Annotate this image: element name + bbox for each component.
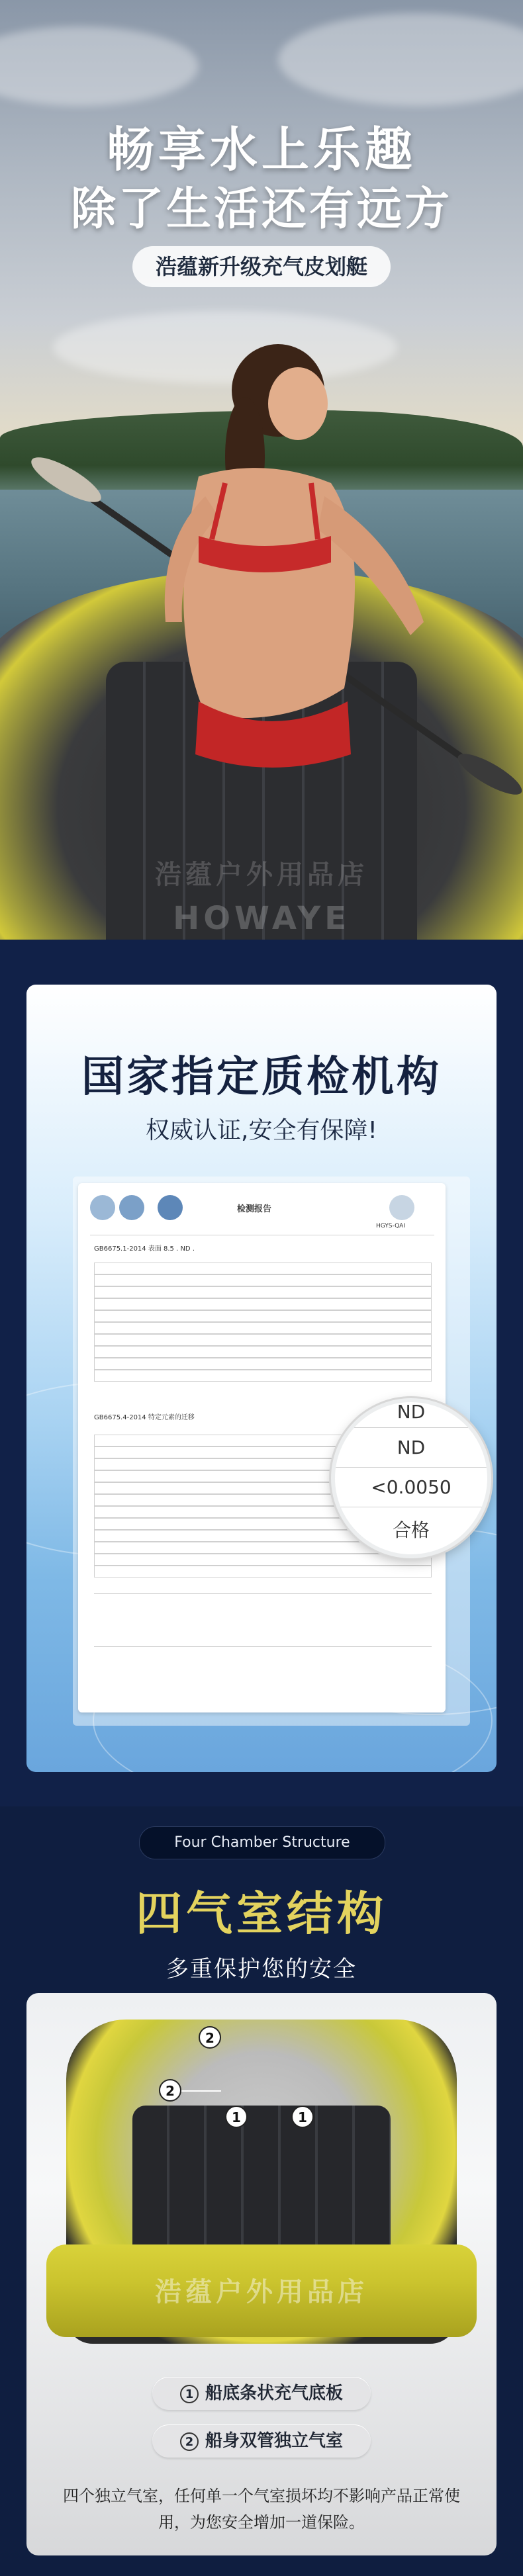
feature-chambers — [152, 2424, 371, 2458]
table-row — [94, 1566, 432, 1577]
cnas-logo-icon — [119, 1195, 144, 1220]
hero-title-line2: 除了生活还有远方 — [70, 183, 452, 236]
structure-title: 四气室结构 — [136, 1887, 387, 1941]
divider — [94, 1646, 432, 1647]
magnified-result: 合格 — [392, 1519, 430, 1541]
structure-tag: Four Chamber Structure — [139, 1826, 385, 1859]
magnified-value: ND — [397, 1437, 426, 1458]
certification-section — [0, 940, 523, 1806]
certification-subtitle: 权威认证,安全有保障! — [146, 1117, 377, 1144]
product-card — [26, 1993, 497, 2555]
table-row — [94, 1263, 432, 1274]
table-row — [94, 1310, 432, 1322]
certification-title: 国家指定质检机构 — [81, 1053, 442, 1102]
cloud — [0, 26, 199, 106]
table-row — [94, 1298, 432, 1310]
divider — [335, 1467, 487, 1468]
magnified-value: <0.0050 — [371, 1476, 452, 1498]
boat-brand-mark: HOWAYE — [173, 900, 350, 937]
table-row — [94, 1334, 432, 1346]
feature-number: 2 — [180, 2432, 199, 2451]
structure-description: 四个独立气室，任何单一个气室损坏均不影响产品正常使用，为您安全增加一道保险。 — [63, 2487, 460, 2532]
org-logo-icon — [389, 1195, 414, 1220]
table-row — [94, 1358, 432, 1370]
feature-label: 船底条状充气底板 — [205, 2383, 343, 2403]
divider — [94, 1593, 432, 1594]
cert-logo-icon — [90, 1195, 115, 1220]
cloud — [278, 13, 523, 106]
report-heading: 检测报告 — [237, 1204, 272, 1214]
hero-tagline: 浩蕴新升级充气皮划艇 — [132, 246, 391, 287]
kayaker-figure — [0, 344, 523, 913]
callout-badge: 2 — [159, 2079, 181, 2102]
table-row — [94, 1322, 432, 1334]
table-row — [94, 1370, 432, 1382]
structure-section — [0, 1806, 523, 2576]
cma-logo-icon — [158, 1195, 183, 1220]
certification-card — [26, 985, 497, 1772]
divider — [335, 1427, 487, 1428]
feature-number: 1 — [180, 2385, 199, 2403]
feature-label: 船身双管独立气室 — [205, 2431, 343, 2451]
callout-badge: 2 — [199, 2026, 221, 2049]
report-line: GB6675.4-2014 特定元素的迁移 — [94, 1414, 195, 1421]
callout-line — [181, 2090, 221, 2092]
structure-watermark: 浩蕴户外用品店 — [155, 2277, 368, 2307]
hero-watermark: 浩蕴户外用品店 — [155, 860, 368, 890]
structure-subtitle: 多重保护您的安全 — [166, 1956, 357, 1982]
callout-badge: 1 — [225, 2106, 248, 2128]
feature-floor — [152, 2377, 371, 2410]
magnifier-zoom — [331, 1398, 491, 1558]
hero-section — [0, 0, 523, 940]
report-line: GB6675.1-2014 表面 8.5 . ND . — [94, 1245, 195, 1253]
table-row — [94, 1554, 432, 1566]
table-row — [94, 1274, 432, 1286]
magnified-value: ND — [397, 1401, 426, 1423]
callout-badge: 1 — [291, 2106, 314, 2128]
table-row — [94, 1346, 432, 1358]
report-org: HGYS-QAI — [376, 1223, 405, 1229]
table-row — [94, 1286, 432, 1298]
hero-title-line1: 畅享水上乐趣 — [106, 122, 416, 177]
